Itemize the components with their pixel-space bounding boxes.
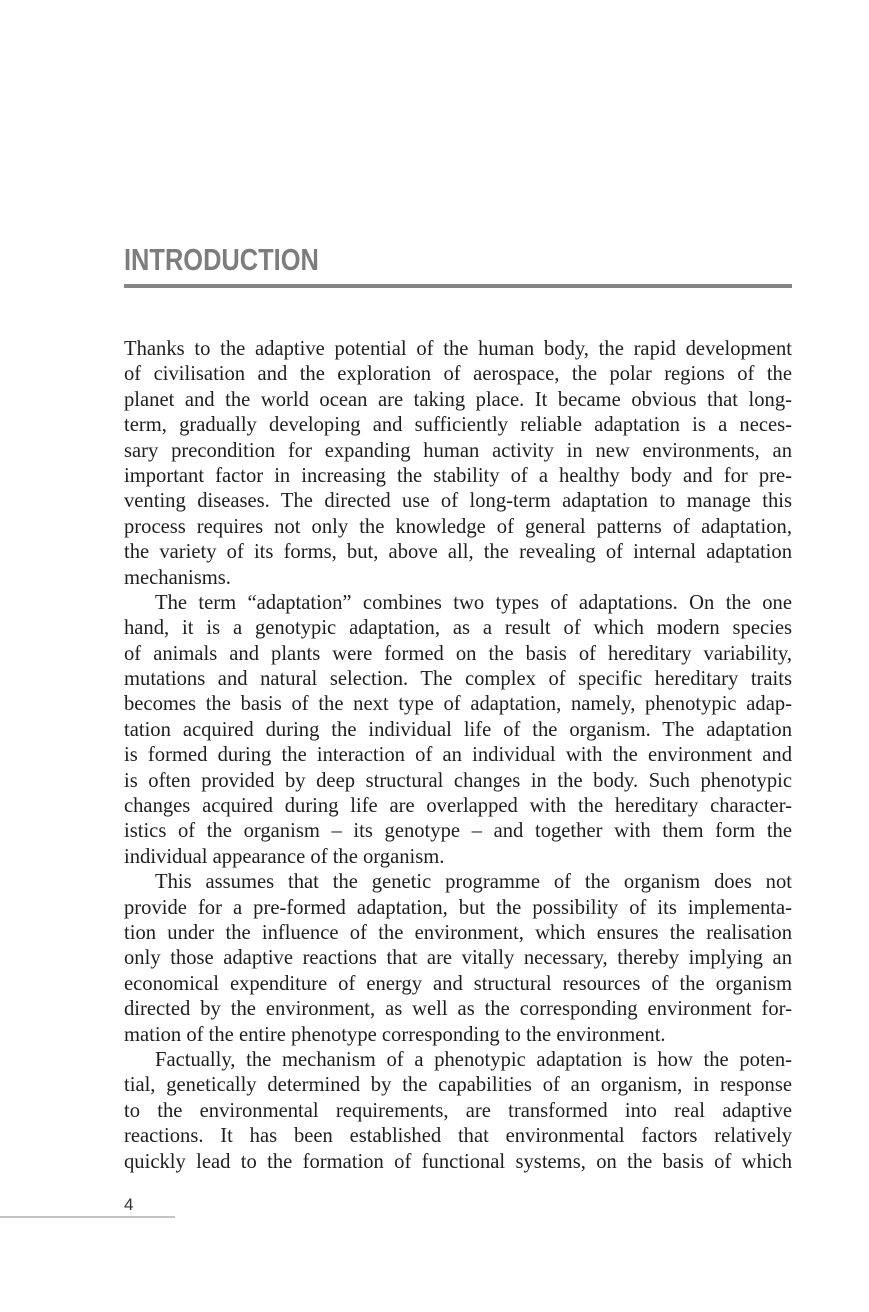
text-line: tion under the influence of the environment, which ensures the realisation xyxy=(124,921,792,944)
text-line: Thanks to the adaptive potential of the human body, the rapid development xyxy=(124,338,792,360)
paragraph-4 xyxy=(124,1048,792,1175)
text-line: important factor in increasing the stability of a healthy body and for pre- xyxy=(124,464,792,487)
text-line: becomes the basis of the next type of adaptation, namely, phenotypic adap- xyxy=(124,693,792,716)
body-text xyxy=(124,337,792,1175)
footer-rule xyxy=(0,1216,175,1218)
chapter-heading: INTRODUCTION xyxy=(124,242,319,277)
text-line: The term “adaptation” combines two types of adaptations. On the one xyxy=(155,591,792,614)
text-line: directed by the environment, as well as the corresponding environment for- xyxy=(124,998,792,1021)
text-line: only those adaptive reactions that are vitally necessary, thereby implying an xyxy=(124,947,792,970)
text-line: reactions. It has been established that environmental factors relatively xyxy=(124,1125,792,1148)
text-line: the variety of its forms, but, above all, the revealing of internal adaptation xyxy=(124,541,792,564)
paragraph-2 xyxy=(124,591,792,870)
text-line: This assumes that the genetic programme of the organism does not xyxy=(155,871,792,894)
text-line: term, gradually developing and sufficiently reliable adaptation is a neces- xyxy=(124,414,792,437)
text-line: is formed during the interaction of an individual with the environment and xyxy=(124,744,792,767)
text-line: mation of the entire phenotype corresponding to the environment. xyxy=(124,1023,666,1046)
page-number: 4 xyxy=(124,1195,134,1214)
text-line: tial, genetically determined by the capabilities of an organism, in response xyxy=(124,1074,792,1097)
text-line: individual appearance of the organism. xyxy=(124,845,445,868)
paragraph-1 xyxy=(124,337,792,591)
text-line: tation acquired during the individual life of the organism. The adaptation xyxy=(124,718,792,741)
heading-underline-rule xyxy=(124,284,792,288)
text-line: venting diseases. The directed use of long-term adaptation to manage this xyxy=(124,490,792,513)
text-line: changes acquired during life are overlapped with the hereditary character- xyxy=(124,795,792,818)
text-line: sary precondition for expanding human activity in new environments, an xyxy=(124,439,792,462)
text-line: is often provided by deep structural changes in the body. Such phenotypic xyxy=(124,769,792,792)
text-line: to the environmental requirements, are transformed into real adaptive xyxy=(124,1099,792,1122)
text-line: economical expenditure of energy and structural resources of the organism xyxy=(124,972,792,995)
text-line: of animals and plants were formed on the basis of hereditary variability, xyxy=(124,642,792,665)
text-line: process requires not only the knowledge of general patterns of adaptation, xyxy=(124,515,792,538)
paragraph-3 xyxy=(124,870,792,1048)
text-line: quickly lead to the formation of functional systems, on the basis of which xyxy=(124,1150,792,1173)
text-line: planet and the world ocean are taking place. It became obvious that long- xyxy=(124,388,792,411)
text-line: mutations and natural selection. The complex of specific hereditary traits xyxy=(124,668,792,691)
text-line: Factually, the mechanism of a phenotypic adaptation is how the poten- xyxy=(155,1048,792,1071)
text-line: hand, it is a genotypic adaptation, as a result of which modern species xyxy=(124,617,792,640)
text-line: istics of the organism – its genotype – and together with them form the xyxy=(124,820,792,843)
text-line: of civilisation and the exploration of aerospace, the polar regions of the xyxy=(124,363,792,386)
text-line: mechanisms. xyxy=(124,566,231,589)
text-line: provide for a pre-formed adaptation, but the possibility of its implementa- xyxy=(124,896,792,919)
